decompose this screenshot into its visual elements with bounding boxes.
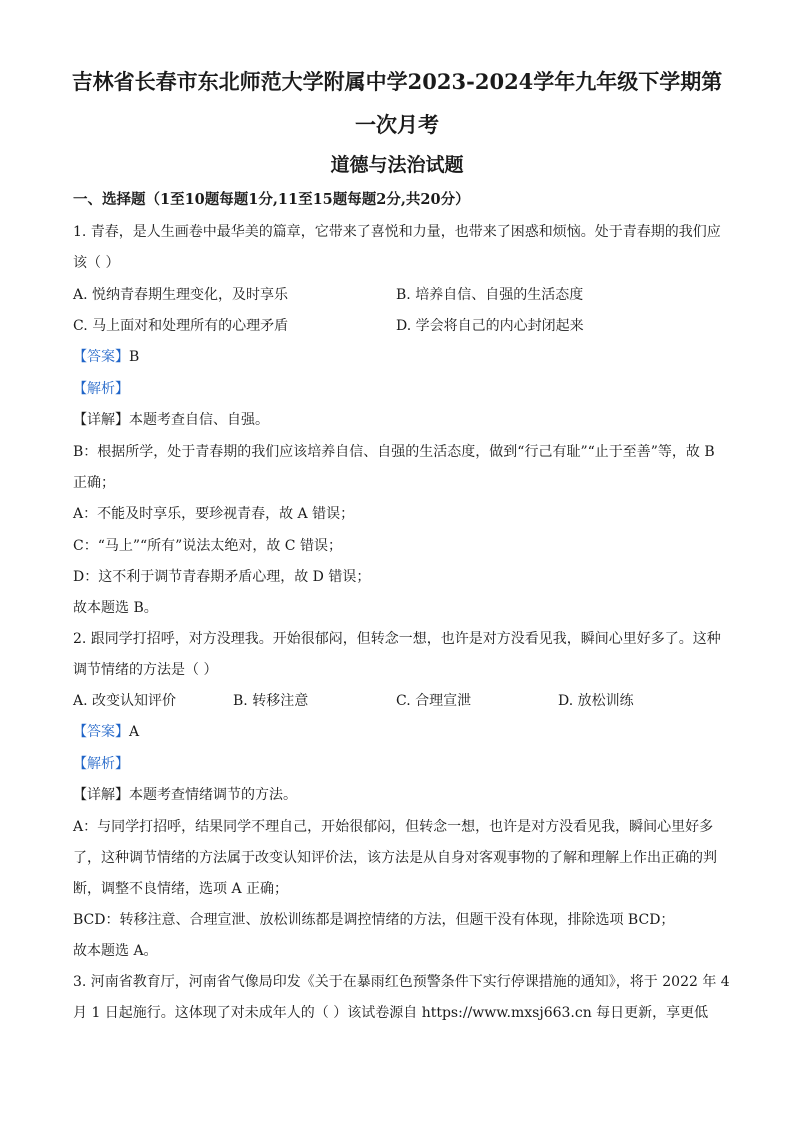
q3-stem-line-1: 3. 河南省教育厅，河南省气像局印发《关于在暴雨红色预警条件下实行停课措施的通知》，将于 2022 年 4 bbox=[73, 974, 730, 990]
q1-analysis-tag bbox=[73, 380, 129, 398]
q1-option-a: A. 悦纳青春期生理变化，及时享乐 bbox=[73, 287, 289, 303]
answer-tag: 【答案】 bbox=[73, 349, 129, 365]
section-heading: 一、选择题（1至10题每题1分,11至15题每题2分,共20分） bbox=[73, 191, 470, 208]
q1-option-b: B. 培养自信、自强的生活态度 bbox=[396, 287, 584, 303]
answer-value: B bbox=[129, 349, 140, 365]
q2-explanation-4: BCD：转移注意、合理宣泄、放松训练都是调控情绪的方法，但题干没有体现，排除选项 BCD； bbox=[73, 912, 675, 928]
detail-tag: 【详解】 bbox=[73, 412, 129, 428]
q1-stem-line-2: 该（ ） bbox=[73, 255, 120, 271]
q2-option-a: A. 改变认知评价 bbox=[73, 693, 177, 709]
analysis-tag: 【解析】 bbox=[73, 756, 129, 772]
detail-text: 本题考查情绪调节的方法。 bbox=[129, 787, 297, 803]
q1-option-d: D. 学会将自己的内心封闭起来 bbox=[396, 318, 584, 334]
answer-tag: 【答案】 bbox=[73, 724, 129, 740]
q2-option-c: C. 合理宣泄 bbox=[396, 693, 472, 709]
q2-explanation-3: 断，调整不良情绪，选项 A 正确； bbox=[73, 881, 289, 897]
detail-text: 本题考查自信、自强。 bbox=[129, 412, 269, 428]
q2-stem-line-2: 调节情绪的方法是（ ） bbox=[73, 662, 218, 678]
q1-answer bbox=[73, 348, 139, 366]
q2-explanation-1: A：与同学打招呼，结果同学不理自己，开始很郁闷，但转念一想，也许是对方没看见我，瞬间心里好多 bbox=[73, 819, 714, 835]
q1-stem-line-1: 1. 青春，是人生画卷中最华美的篇章，它带来了喜悦和力量，也带来了困惑和烦恼。处于青春期的我们应 bbox=[73, 224, 721, 240]
q1-explanation-1: B：根据所学，处于青春期的我们应该培养自信、自强的生活态度，做到“行己有耻”“止于至善”等，故 B bbox=[73, 444, 715, 460]
q1-explanation-3: A：不能及时享乐，要珍视青春，故 A 错误； bbox=[73, 506, 355, 522]
q1-conclusion: 故本题选 B。 bbox=[73, 600, 158, 616]
q1-detail bbox=[73, 411, 269, 429]
subject-title: 道德与法治试题 bbox=[330, 154, 464, 176]
q2-detail bbox=[73, 786, 297, 804]
answer-value: A bbox=[129, 724, 140, 740]
q1-explanation-4: C：“马上”“所有”说法太绝对，故 C 错误； bbox=[73, 538, 342, 554]
q2-option-b: B. 转移注意 bbox=[233, 693, 309, 709]
q3-stem-line-2: 月 1 日起施行。这体现了对未成年人的（ ）该试卷源自 https://www.mxsj663.cn 每日更新，享更低 bbox=[73, 1005, 709, 1021]
title-line-2: 一次月考 bbox=[355, 112, 439, 137]
q1-explanation-5: D：这不利于调节青春期矛盾心理，故 D 错误； bbox=[73, 569, 371, 585]
q2-explanation-2: 了，这种调节情绪的方法属于改变认知评价法，该方法是从自身对客观事物的了解和理解上作出正确的判 bbox=[73, 850, 717, 866]
q1-option-c: C. 马上面对和处理所有的心理矛盾 bbox=[73, 318, 289, 334]
detail-tag: 【详解】 bbox=[73, 787, 129, 803]
q2-answer bbox=[73, 723, 139, 741]
q2-conclusion: 故本题选 A。 bbox=[73, 943, 158, 959]
q2-stem-line-1: 2. 跟同学打招呼，对方没理我。开始很郁闷，但转念一想，也许是对方没看见我，瞬间心里好多了。这种 bbox=[73, 631, 721, 647]
q1-explanation-2: 正确； bbox=[73, 475, 115, 491]
title-line-1: 吉林省长春市东北师范大学附属中学2023-2024学年九年级下学期第 bbox=[71, 69, 723, 94]
analysis-tag: 【解析】 bbox=[73, 381, 129, 397]
q2-analysis-tag bbox=[73, 755, 129, 773]
q2-option-d: D. 放松训练 bbox=[558, 693, 634, 709]
